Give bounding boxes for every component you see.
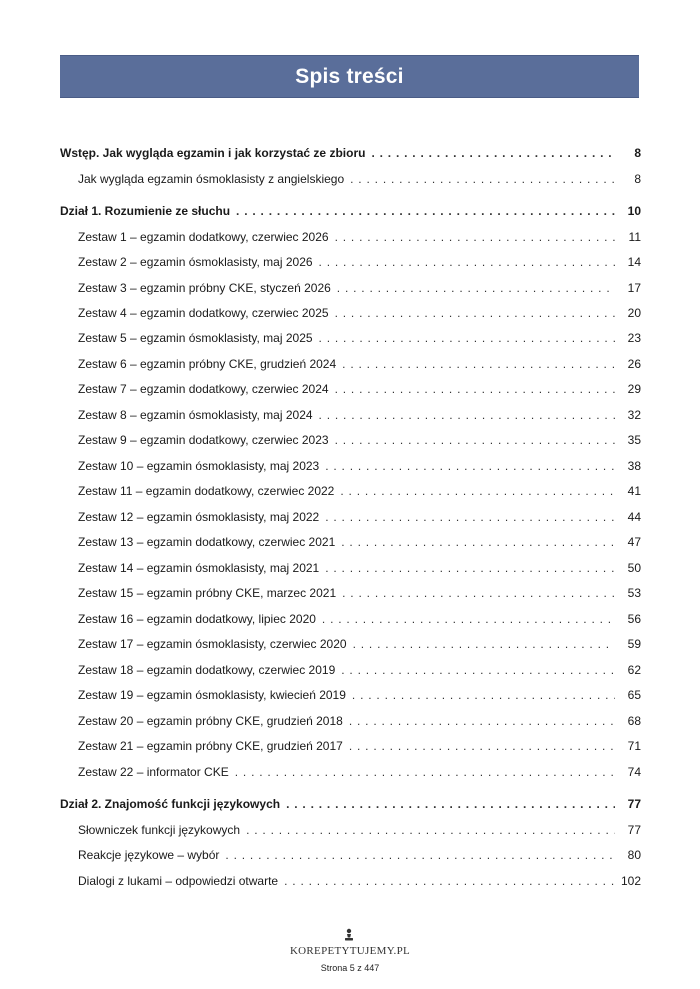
toc-entry-title: Zestaw 21 – egzamin próbny CKE, grudzień 2017 <box>78 739 343 753</box>
page-title: Spis treści <box>295 64 404 88</box>
toc-entry-page-number: 23 <box>627 331 641 345</box>
page-number: Strona 5 z 447 <box>320 963 380 973</box>
toc-entry-title: Zestaw 15 – egzamin próbny CKE, marzec 2021 <box>78 586 337 600</box>
toc-entry[interactable] <box>60 330 641 346</box>
toc-entry-title: Zestaw 6 – egzamin próbny CKE, grudzień 2024 <box>78 357 337 371</box>
toc-entry-page-number: 8 <box>634 146 641 160</box>
chess-pawn-icon <box>342 928 356 942</box>
dot-leader <box>319 407 615 423</box>
toc-entry-page-number: 47 <box>627 535 641 549</box>
dot-leader <box>335 432 615 448</box>
toc-entry-page-number: 62 <box>627 663 641 677</box>
dot-leader <box>349 738 615 754</box>
toc-entry-page-number: 29 <box>627 382 641 396</box>
toc-entry[interactable] <box>60 713 641 729</box>
toc-entry-page-number: 77 <box>627 823 641 837</box>
toc-entry[interactable] <box>60 280 641 296</box>
dot-leader <box>342 585 615 601</box>
dot-leader <box>337 280 615 296</box>
dot-leader <box>236 203 615 219</box>
toc-entry-title: Zestaw 5 – egzamin ósmoklasisty, maj 2025 <box>78 331 313 345</box>
toc-entry-page-number: 65 <box>627 688 641 702</box>
dot-leader <box>350 171 615 187</box>
dot-leader <box>325 509 615 525</box>
toc-entry[interactable] <box>60 305 641 321</box>
toc-entry-page-number: 68 <box>627 714 641 728</box>
toc-section-entry[interactable] <box>60 796 641 812</box>
toc-entry[interactable] <box>60 356 641 372</box>
dot-leader <box>340 483 615 499</box>
dot-leader <box>341 662 615 678</box>
toc-entry-page-number: 53 <box>627 586 641 600</box>
toc-entry-page-number: 59 <box>627 637 641 651</box>
toc-entry[interactable] <box>60 764 641 780</box>
toc-entry[interactable] <box>60 254 641 270</box>
toc-entry[interactable] <box>60 738 641 754</box>
toc-entry-page-number: 11 <box>628 230 641 244</box>
toc-entry-page-number: 74 <box>627 765 641 779</box>
toc-entry-title: Reakcje językowe – wybór <box>78 848 220 862</box>
toc-entry[interactable] <box>60 534 641 550</box>
toc-header-bar <box>60 55 639 98</box>
toc-entry-page-number: 56 <box>627 612 641 626</box>
toc-entry-title: Zestaw 12 – egzamin ósmoklasisty, maj 2022 <box>78 510 320 524</box>
dot-leader <box>352 687 615 703</box>
toc-entry-page-number: 71 <box>627 739 641 753</box>
toc-entry-page-number: 8 <box>634 172 641 186</box>
toc-entry[interactable] <box>60 483 641 499</box>
dot-leader <box>286 796 615 812</box>
toc-entry-title: Zestaw 22 – informator CKE <box>78 765 229 779</box>
toc-entry-title: Zestaw 18 – egzamin dodatkowy, czerwiec 2019 <box>78 663 336 677</box>
toc-entry-title: Zestaw 19 – egzamin ósmoklasisty, kwiecień 2019 <box>78 688 346 702</box>
toc-entry-title: Zestaw 13 – egzamin dodatkowy, czerwiec 2021 <box>78 535 336 549</box>
toc-entry-page-number: 17 <box>627 281 641 295</box>
toc-entry-title: Zestaw 9 – egzamin dodatkowy, czerwiec 2023 <box>78 433 329 447</box>
dot-leader <box>325 458 615 474</box>
toc-entry-page-number: 32 <box>627 408 641 422</box>
toc-entry[interactable] <box>60 636 641 652</box>
dot-leader <box>353 636 615 652</box>
toc-entry[interactable] <box>60 822 641 838</box>
toc-entry-title: Zestaw 2 – egzamin ósmoklasisty, maj 2026 <box>78 255 313 269</box>
dot-leader <box>235 764 615 780</box>
toc-entry[interactable] <box>60 407 641 423</box>
dot-leader <box>335 229 615 245</box>
toc-entry-title: Zestaw 14 – egzamin ósmoklasisty, maj 2021 <box>78 561 320 575</box>
dot-leader <box>349 713 615 729</box>
toc-entry-page-number: 20 <box>627 306 641 320</box>
dot-leader <box>335 381 615 397</box>
toc-entry-title: Dialogi z lukami – odpowiedzi otwarte <box>78 874 279 888</box>
dot-leader <box>342 356 615 372</box>
toc-entry-page-number: 41 <box>627 484 641 498</box>
toc-entry-title: Zestaw 17 – egzamin ósmoklasisty, czerwiec 2020 <box>78 637 347 651</box>
toc-entry-page-number: 26 <box>627 357 641 371</box>
toc-entry-page-number: 10 <box>627 204 641 218</box>
toc-entry-title: Dział 2. Znajomość funkcji językowych <box>60 797 281 811</box>
dot-leader <box>246 822 615 838</box>
toc-section-entry[interactable] <box>60 203 641 219</box>
toc-entry-page-number: 38 <box>627 459 641 473</box>
toc-entry-title: Dział 1. Rozumienie ze słuchu <box>60 204 231 218</box>
toc-entry-title: Wstęp. Jak wygląda egzamin i jak korzystać ze zbioru <box>60 146 366 160</box>
toc-entry[interactable] <box>60 687 641 703</box>
toc-entry-title: Zestaw 10 – egzamin ósmoklasisty, maj 2023 <box>78 459 320 473</box>
toc-entry-title: Słowniczek funkcji językowych <box>78 823 241 837</box>
dot-leader <box>335 305 615 321</box>
dot-leader <box>225 847 615 863</box>
toc-entry-title: Zestaw 11 – egzamin dodatkowy, czerwiec 2022 <box>78 484 335 498</box>
toc-entry-title: Zestaw 3 – egzamin próbny CKE, styczeń 2026 <box>78 281 331 295</box>
toc-entry-page-number: 44 <box>627 510 641 524</box>
toc-entry[interactable] <box>60 509 641 525</box>
toc-entry-page-number: 80 <box>627 848 641 862</box>
toc-entry-title: Zestaw 8 – egzamin ósmoklasisty, maj 2024 <box>78 408 313 422</box>
toc-entry-title: Zestaw 4 – egzamin dodatkowy, czerwiec 2025 <box>78 306 329 320</box>
toc-entry[interactable] <box>60 458 641 474</box>
toc-entry[interactable] <box>60 432 641 448</box>
toc-entry-page-number: 35 <box>627 433 641 447</box>
dot-leader <box>322 611 615 627</box>
toc-entry-title: Zestaw 7 – egzamin dodatkowy, czerwiec 2024 <box>78 382 329 396</box>
toc-entry-title: Zestaw 16 – egzamin dodatkowy, lipiec 2020 <box>78 612 316 626</box>
toc-entry[interactable] <box>60 229 641 245</box>
toc-entry-title: Zestaw 1 – egzamin dodatkowy, czerwiec 2026 <box>78 230 329 244</box>
dot-leader <box>319 330 615 346</box>
toc-entry-page-number: 77 <box>627 797 641 811</box>
toc-entry[interactable] <box>60 873 641 889</box>
toc-section-entry[interactable] <box>60 145 641 161</box>
toc-entry[interactable] <box>60 662 641 678</box>
dot-leader <box>319 254 615 270</box>
toc-entry[interactable] <box>60 847 641 863</box>
dot-leader <box>341 534 615 550</box>
toc-entry[interactable] <box>60 381 641 397</box>
toc-entry-page-number: 102 <box>620 874 641 888</box>
toc-entry[interactable] <box>60 560 641 576</box>
toc-entry-title: Jak wygląda egzamin ósmoklasisty z angielskiego <box>78 172 345 186</box>
dot-leader <box>371 145 615 161</box>
toc-entry[interactable] <box>60 585 641 601</box>
footer-logo-text: KOREPETYTUJEMY.PL <box>289 945 411 957</box>
toc-entry[interactable] <box>60 611 641 627</box>
toc-entry-page-number: 14 <box>627 255 641 269</box>
dot-leader <box>284 873 615 889</box>
toc-entry[interactable] <box>60 171 641 187</box>
dot-leader <box>325 560 615 576</box>
toc-entry-page-number: 50 <box>627 561 641 575</box>
toc-entry-title: Zestaw 20 – egzamin próbny CKE, grudzień 2018 <box>78 714 343 728</box>
